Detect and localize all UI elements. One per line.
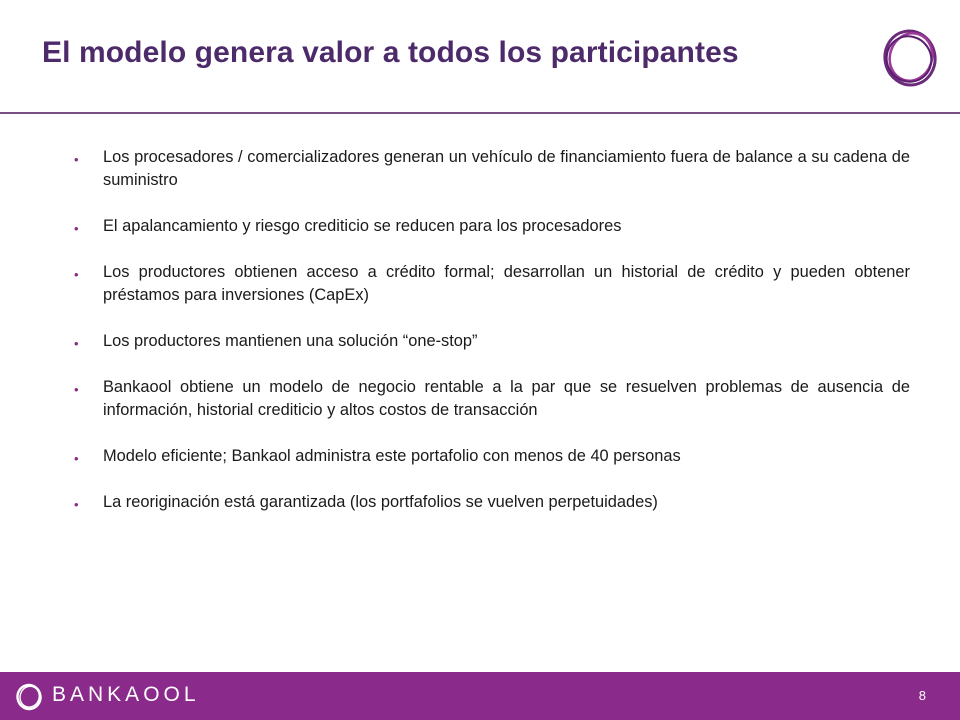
bullet-text: El apalancamiento y riesgo crediticio se reducen para los procesadores (103, 217, 622, 235)
bullet-dot-icon: • (74, 221, 79, 236)
bullet-text: Los procesadores / comercializadores generan un vehículo de financiamiento fuera de balance a su cadena de suministro (103, 148, 910, 189)
bullet-item (72, 261, 910, 307)
bullet-item (72, 146, 910, 192)
bullet-item (72, 376, 910, 422)
bullet-dot-icon: • (74, 497, 79, 512)
bullet-dot-icon: • (74, 451, 79, 466)
bullet-item (72, 445, 910, 468)
bankaool-logo-icon (880, 26, 940, 90)
bullet-dot-icon: • (74, 382, 79, 397)
slide-title: El modelo genera valor a todos los participantes (42, 36, 739, 69)
bullet-item (72, 215, 910, 238)
bullet-list (72, 146, 910, 537)
page-number: 8 (918, 688, 926, 703)
brand-name: BANKAOOL (52, 683, 200, 706)
bullet-text: Los productores mantienen una solución “one-stop” (103, 332, 478, 350)
bankaool-ring-icon (14, 682, 44, 712)
bullet-dot-icon: • (74, 336, 79, 351)
bullet-text: Los productores obtienen acceso a crédito formal; desarrollan un historial de crédito y pueden obtener préstamos para inversiones (CapEx) (103, 263, 910, 304)
bullet-text: Modelo eficiente; Bankaol administra este portafolio con menos de 40 personas (103, 447, 681, 465)
bullet-text: La reoriginación está garantizada (los portfafolios se vuelven perpetuidades) (103, 493, 658, 511)
bullet-dot-icon: • (74, 152, 79, 167)
footer-bar (0, 672, 960, 720)
bullet-dot-icon: • (74, 267, 79, 282)
bullet-text: Bankaool obtiene un modelo de negocio rentable a la par que se resuelven problemas de ausencia de información, historial crediticio y altos costos de transacción (103, 378, 910, 419)
bullet-item (72, 491, 910, 514)
title-divider (0, 112, 960, 114)
bullet-item (72, 330, 910, 353)
